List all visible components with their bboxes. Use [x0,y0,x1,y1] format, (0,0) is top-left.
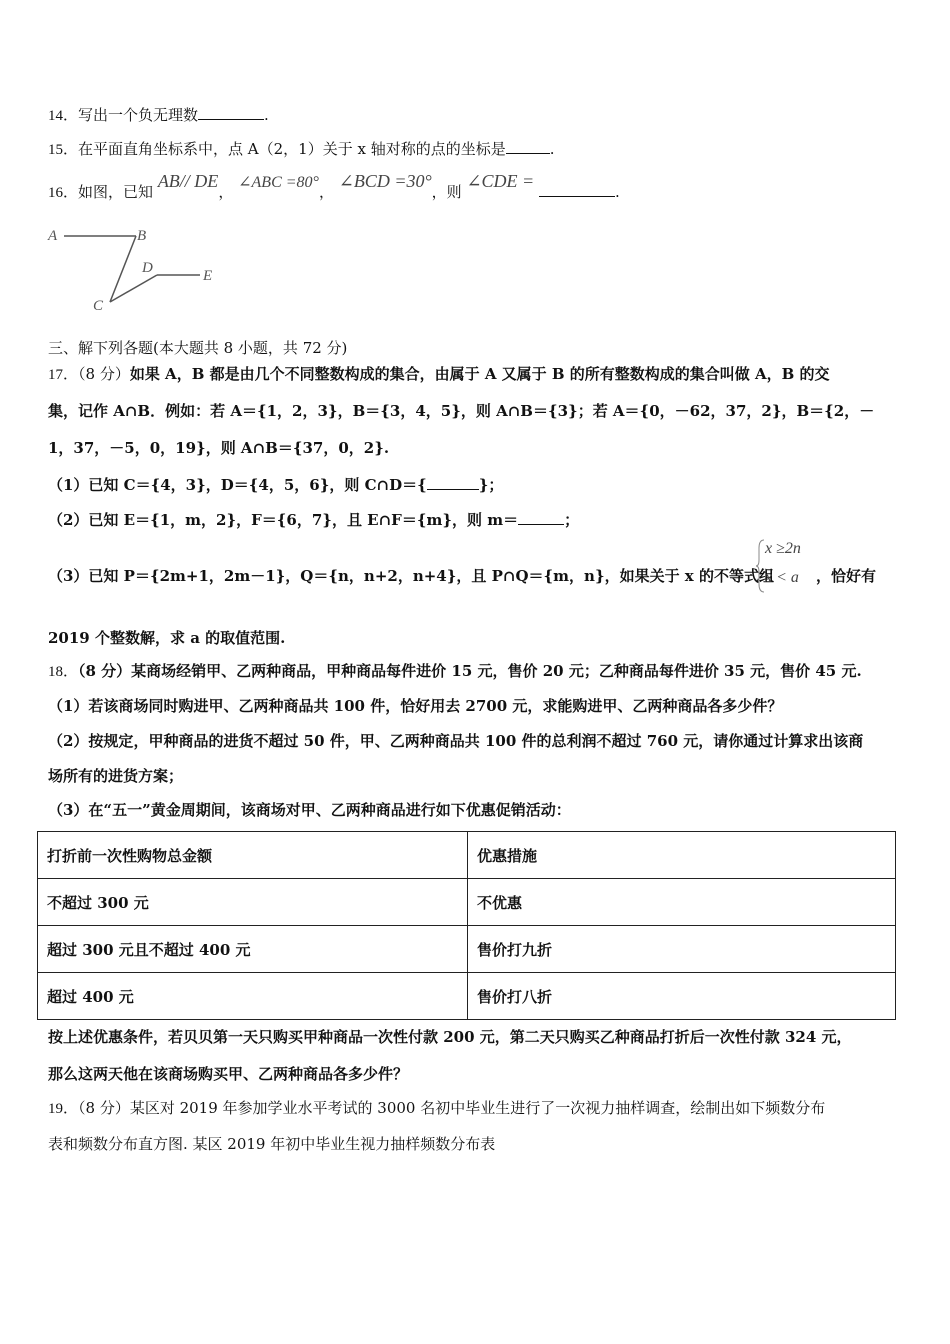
q17-part-1 [48,473,503,495]
q17-number: 17． [48,367,79,383]
q16-answer-blank[interactable] [539,180,615,197]
inequality-1: x ≥2n [765,540,801,557]
table-cell: 不优惠 [468,879,896,926]
q17-part-1-end: }； [478,476,504,494]
label-e: E [203,268,213,284]
table-row [38,926,896,973]
q18-part-2-line-2: 场所有的进货方案； [48,767,184,785]
q18-number: 18． [48,664,79,680]
q17-part-2 [48,508,579,530]
q14-answer-blank[interactable] [198,103,264,120]
question-15 [48,137,554,160]
q18-after-table-line-2: 那么这两天他在该商场购买甲、乙两种商品各多少件？ [48,1065,409,1083]
q18-part-1: （1）若该商场同时购进甲、乙两种商品共 100 件，恰好用去 2700 元，求能购进甲、乙两种商品各多少件？ [48,697,783,715]
table-row [38,879,896,926]
table-cell: 超过 300 元且不超过 400 元 [38,926,468,973]
q14-text: 写出一个负无理数 [78,106,199,124]
q15-number: 15． [48,142,79,158]
q16-math-angle-cde: ∠CDE = [466,171,535,191]
question-14 [48,103,269,126]
q14-end: . [264,106,269,124]
q16-prefix: 如图，已知 [78,183,154,201]
q17-part-2-text: （2）已知 E＝{1，m，2}，F＝{6，7}，且 E∩F＝{m}，则 m＝ [48,511,519,529]
q16-end: . [614,183,620,201]
question-16 [48,173,620,211]
q18-part-2-line-1: （2）按规定，甲种商品的进货不超过 50 件，甲、乙两种商品共 100 件的总利润不超过 760 元，请你通过计算求出该商 [48,732,864,750]
table-header-row [38,832,896,879]
label-b: B [137,228,147,244]
label-c: C [93,298,104,314]
q16-math-angle-bcd: ∠BCD =30° [338,171,432,191]
q19-number: 19． [48,1101,79,1117]
label-a: A [48,228,58,244]
q17-part-1-blank[interactable] [427,473,479,490]
table-cell: 不超过 300 元 [38,879,468,926]
table-header-cell: 优惠措施 [468,832,896,879]
table-row [38,973,896,1020]
q15-text: 在平面直角坐标系中，点 A（2，1）关于 x 轴对称的点的坐标是 [78,140,506,158]
q17-part-2-blank[interactable] [518,508,564,525]
q17-part-3-end: ，恰好有 [816,567,877,585]
q17-score: （8 分） [78,365,130,383]
section-3-heading: 三、解下列各题(本大题共 8 小题，共 72 分) [48,339,348,357]
q15-end: . [549,140,555,158]
q17-part-3 [48,566,774,586]
q18-line-1-text: （8 分）某商场经销甲、乙两种商品，甲种商品每件进价 15 元，售价 20 元；乙种商品每件进价 35 元，售价 45 元. [78,662,862,680]
question-19-line-2: 表和频数分布直方图. 某区 2019 年初中毕业生视力抽样频数分布表 [48,1135,496,1153]
question-17-line-3: 1，37，－5，0，19}，则 A∩B＝{37，0，2}. [48,439,390,457]
question-18-line-1 [48,661,862,682]
q16-geometry-figure [44,222,224,314]
q17-part-2-end: ； [564,511,580,529]
discount-table [37,831,896,1020]
q16-then: ，则 [431,183,462,201]
table-cell: 售价打八折 [468,973,896,1020]
q16-math-parallel: AB// DE [157,171,219,191]
q19-line-1-text: （8 分）某区对 2019 年参加学业水平考试的 3000 名初中毕业生进行了一次视力抽样调查，绘制出如下频数分布 [78,1099,826,1117]
q17-line-1-text: 如果 A，B 都是由几个不同整数构成的集合，由属于 A 又属于 B 的所有整数构成的集合叫做 A，B 的交 [129,365,830,383]
q16-sep-2: ， [318,183,334,201]
q18-after-table-line-1: 按上述优惠条件，若贝贝第一天只购买甲种商品一次性付款 200 元，第二天只购买乙种商品打折后一次性付款 324 元， [48,1028,852,1046]
question-19-line-1 [48,1098,825,1119]
label-d: D [142,260,153,276]
segment-cd [110,275,157,302]
q17-part-3-line-2: 2019 个整数解，求 a 的取值范围. [48,629,286,647]
table-header-cell: 打折前一次性购物总金额 [38,832,468,879]
q18-part-3: （3）在“五一”黄金周期间，该商场对甲、乙两种商品进行如下优惠促销活动： [48,801,571,819]
q16-sep-1: ， [218,183,234,201]
question-17-line-2: 集，记作 A∩B．例如：若 A＝{1，2，3}，B＝{3，4，5}，则 A∩B＝{3}；若 A＝{0，－62，37，2}，B＝{2，－ [48,402,875,420]
inequality-2: x < a [765,569,799,586]
q17-part-1-text: （1）已知 C＝{4，3}，D＝{4，5，6}，则 C∩D＝{ [48,476,427,494]
table-cell: 售价打九折 [468,926,896,973]
q16-math-angle-abc: ∠ABC =80° [238,174,319,191]
segment-bc [110,236,136,302]
q16-number: 16． [48,185,79,201]
q17-part-3-text: （3）已知 P＝{2m+1，2m－1}，Q＝{n，n+2，n+4}，且 P∩Q＝{m，n}，如果关于 x 的不等式组 [48,567,774,585]
question-17-line-1 [48,364,830,385]
q14-number: 14． [48,108,79,124]
q15-answer-blank[interactable] [506,137,550,154]
table-cell: 超过 400 元 [38,973,468,1020]
